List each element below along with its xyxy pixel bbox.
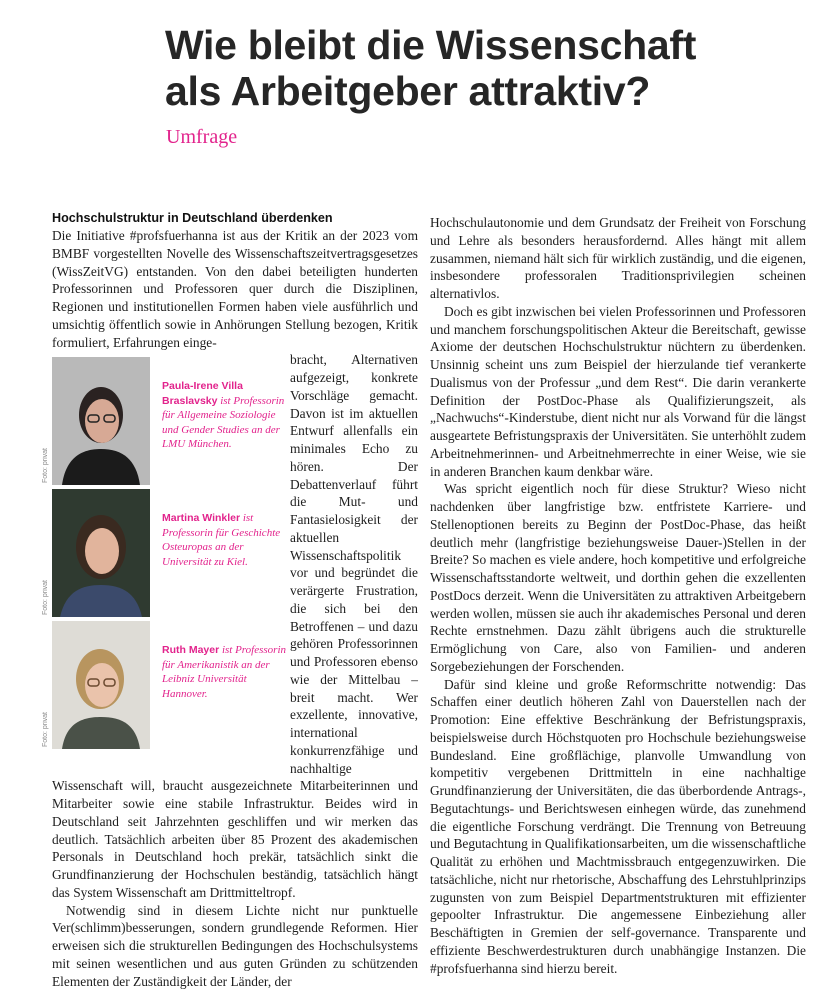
photo-credit: Foto: privat: [42, 580, 49, 616]
contributor-description: ist Professorin für Allgemeine Soziologie und Gender Studies an der LMU München.: [162, 394, 285, 451]
contributor-1: [42, 357, 288, 485]
contributors-block: [42, 357, 288, 771]
section-heading: Hochschulstruktur in Deutschland überdenken: [52, 211, 333, 225]
photo-credit: Foto: privat: [42, 448, 49, 484]
paragraph-1-part-b: bracht, Alternativen aufgezeigt, konkrete Vorschläge gemacht. Davon ist im aktuellen Entwurf allenfalls ein minimales Echo zu hören. Der Debattenverlauf führt die Mut- und Fantasielosigkeit der aktuellen Wissenschaftspolitik vor und begründet die verärgerte Frustration, die sich bei den Betroffenen – und dazu gehören Professorinnen und Professoren ebenso wie der Mittelbau – breit macht. Wer exzellente, innovative, international konkurrenzfähige und nachhaltige Wissenschaft will, braucht ausgezeichnete Mitarbeiterinnen und Mitarbeiter sowie eine stabile Infrastruktur. Beides wird in Deutschland seit Jahrzehnten geschliffen und wir merken das deutlich. Tatsächlich arbeiten über 85 Prozent des akademischen Personals in Deutschland hoch prekär, tatsächlich sinkt die Grundfinanzierung der Hochschulen beständig, tatsächlich hängt das System Wissenschaft am Drittmitteltropf.: [52, 352, 418, 900]
contributor-description: ist Professorin für Amerikanistik an der Leibniz Universität Hannover.: [162, 644, 287, 700]
article-title: [165, 22, 696, 114]
contributor-photo: [52, 489, 150, 617]
contributor-caption: [162, 643, 286, 701]
title-line-2: als Arbeitgeber attraktiv?: [165, 68, 651, 114]
contributor-photo: [52, 621, 150, 749]
contributor-name: Paula-Irene Villa Braslavsky: [162, 380, 243, 407]
section-kicker: Umfrage: [166, 126, 238, 148]
paragraph-2: Notwendig sind in diesem Lichte nicht nur punktuelle Ver(schlimm)besserungen, sondern grundlegende Reformen. Hier erweisen sich die strukturellen Bedingungen des Hochschulsystems mit seinen wesentlichen und aus guten Gründen zu schützenden Elementen der Zuständigkeit der Länder, der: [52, 902, 418, 989]
paragraph-1: [52, 227, 418, 351]
paragraph-4: Was spricht eigentlich noch für diese Struktur? Wieso nicht nachdenken über langfristige bzw. entfristete Karriere- und Stellenoptionen bereits zu Beginn der PostDoc-Phase, das heißt deutlich mehr (langfristige beziehungsweise Dauer-)Stellen in der Breite? So machen es viele andere, hoch kompetitive und erfolgreiche Wissenschaftsstandorte weltweit, und dorthin gehen die exzellenten PostDocs derzeit. Wenn die Universitäten zu attraktiven Arbeitgebern werden wollen, müssen sie auch ihr akademisches Personal und deren Rechte ernstnehmen. Dazu zählt übrigens auch die strukturelle Ermöglichung von Care, also von Familien- und anderen Sorgebeziehungen der Forschenden.: [430, 481, 806, 674]
contributor-3: [42, 621, 288, 749]
contributor-caption: [162, 511, 286, 569]
title-line-1: Wie bleibt die Wissenschaft: [165, 22, 697, 68]
paragraph-1-part-a: Die Initiative #profsfuerhanna ist aus der Kritik an der 2023 vom BMBF vorgestellten Novelle des Wissenschaftszeitvertragsgesetzes (WissZeitVG) entstanden. Von den dabei beteiligten hunderten Professorinnen und Professoren quer durch die Disziplinen, Regionen und institutionellen Formen haben viele ausführlich und umsichtig öffentlich sowie in Anhörungen Stellung bezogen, Kritik formuliert, Erfahrungen einge-: [52, 228, 418, 350]
left-column: [42, 210, 418, 990]
paragraph-5: Dafür sind kleine und große Reformschritte notwendig: Das Schaffen einer deutlich höheren Zahl von Dauerstellen nach der Promotion: Eine effektive Beschränkung der Befristungspraxis, beispielsweise durch Höchstquoten pro Hochschule beziehungsweise Bundesland. Eine großflächige, planvolle Umwandlung von kompetitiv vergebenen Drittmitteln in eine nachhaltige Grundfinanzierung der Universitäten, die das überbordende Antrags-, Begutachtungs- und Berichtswesen einhegen würde, das zunehmend die eigentliche Forschung verdrängt. Die Trennung von Betreuung und Begutachtung in Qualifikationsarbeiten, um die wissenschaftliche Qualität zu erhöhen und Machtmissbrauch entgegenzuwirken. Die tatsächliche, nicht nur rhetorische, Abschaffung des Lehrstuhlprinzips zugunsten von zum Beispiel Departmentstrukturen mit effizienter gepoolter Infrastruktur. Die angemessene Einbeziehung aller Beschäftigten in Gremien der self-governance. Transparente und effiziente Beschwerdestrukturen durch unabhängige Instanzen. Die #profsfuerhanna sind hierzu bereit.: [430, 676, 806, 976]
contributor-name: Martina Winkler: [162, 512, 241, 525]
contributor-name: Ruth Mayer: [162, 644, 220, 657]
photo-credit: Foto: privat: [42, 712, 49, 748]
right-column: [430, 214, 806, 977]
contributor-description: ist Professorin für Geschichte Osteuropas an der Universität zu Kiel.: [162, 512, 281, 568]
contributor-photo: [52, 357, 150, 485]
contributor-caption: [162, 379, 286, 452]
contributor-2: [42, 489, 288, 617]
paragraph-2-continued: Hochschulautonomie und dem Grundsatz der Freiheit von Forschung und Lehre als besonders herausfordernd. Alles hängt mit allem zusammen, niemand hält sich für wirklich zuständig, und die eigenen, insbesondere professoralen Traditionsprivilegien scheinen alternativlos.: [430, 215, 806, 301]
paragraph-3: Doch es gibt inzwischen bei vielen Professorinnen und Professoren und manchem forschungspolitischen Akteur die Bereitschaft, gewisse Axiome der deutschen Hochschulstruktur nüchtern zu überdenken. Unsinnig scheint uns zum Beispiel der hierzulande tief verankerte Dualismus von der Professur „und dem Rest“. Die darin verankerte Definition der PostDoc-Phase als Qualifizierungszeit, als „Nachwuchs“-Kinderstube, dient nicht nur als Vorwand für die längst ausgeartete Befristungspraxis der Universitäten. Sie unterhöhlt zudem Arbeitnehmerinnen- und Arbeitnehmerrechte in einer Weise, wie sie in anderen Branchen kaum denkbar wäre.: [430, 303, 806, 479]
